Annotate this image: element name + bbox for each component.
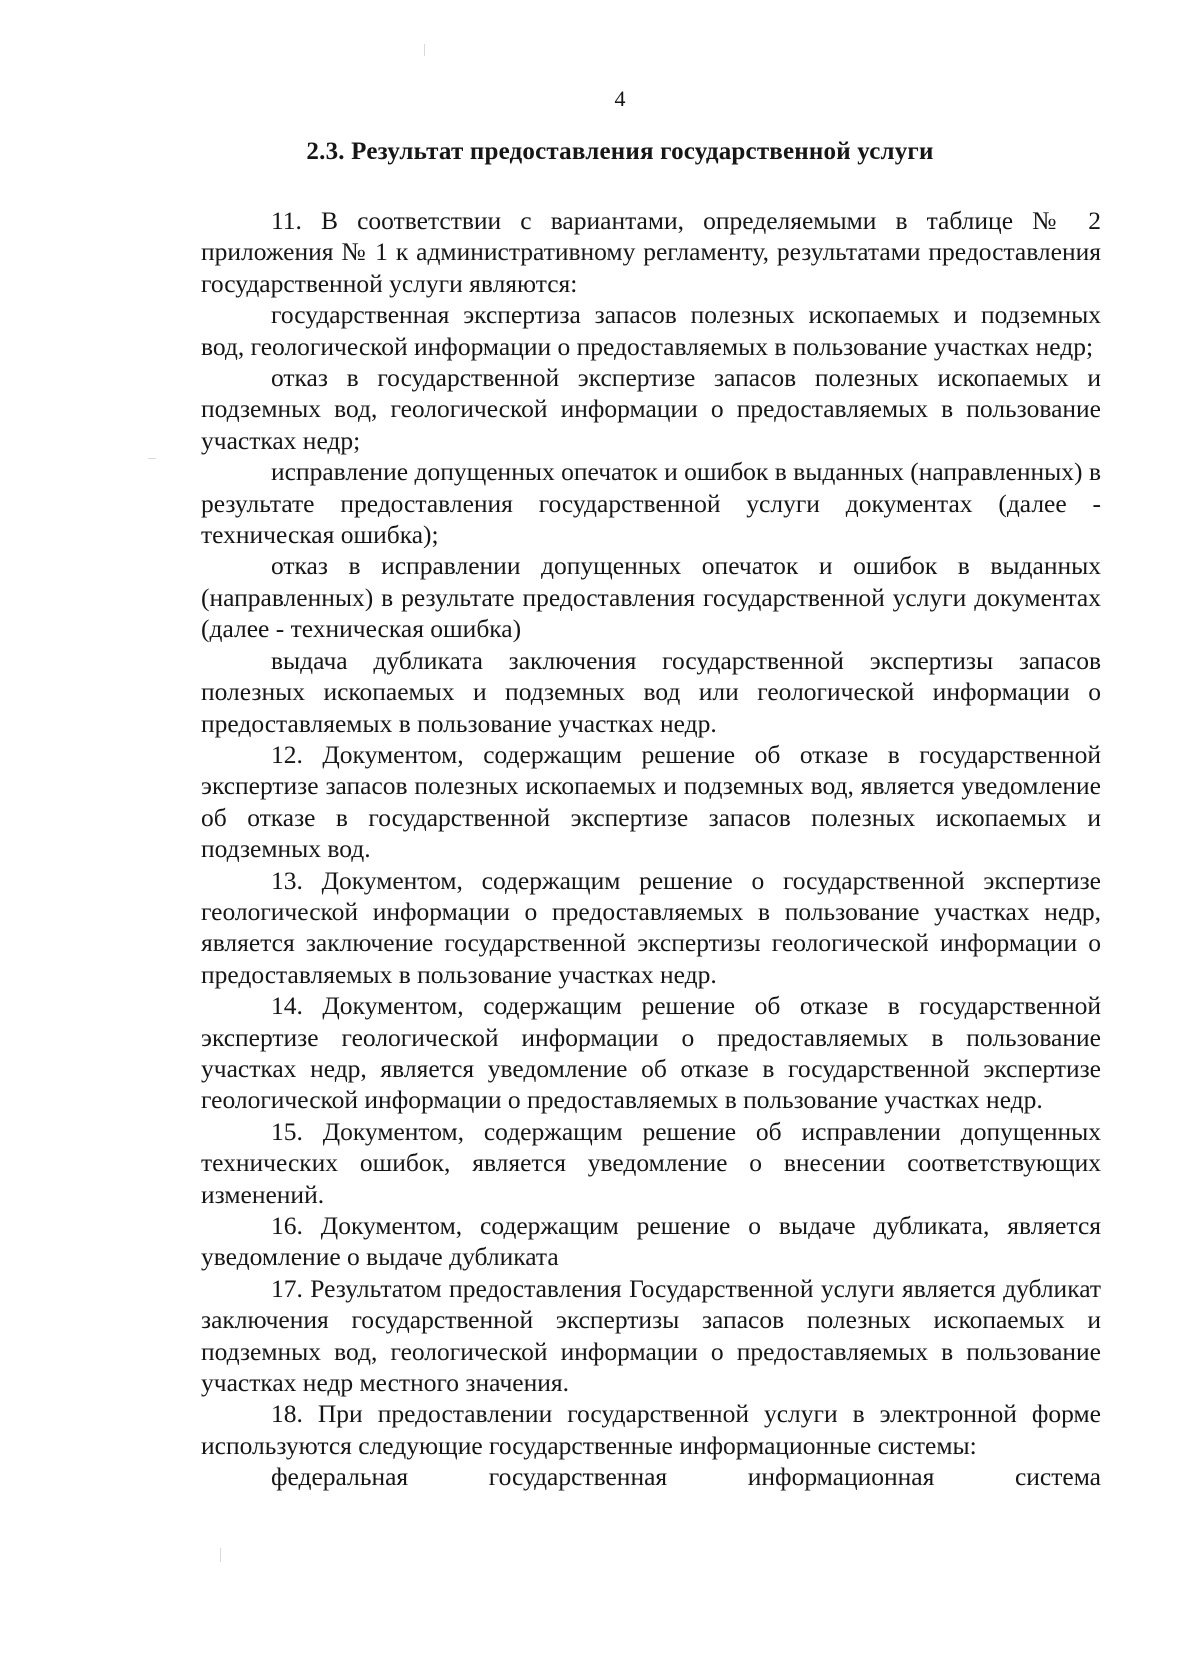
- paragraph-16: 16. Документом, содержащим решение о выдаче дубликата, является уведомление о выдаче дубликата: [201, 1211, 1101, 1272]
- paragraph-18: 18. При предоставлении государственной услуги в электронной форме используются следующие государственные информационные системы:: [201, 1399, 1101, 1460]
- list-item-expertise: государственная экспертиза запасов полезных ископаемых и подземных вод, геологической информации о предоставляемых в пользование участках недр;: [201, 300, 1101, 361]
- scan-speck: [148, 458, 156, 459]
- word: государственная: [488, 1462, 668, 1492]
- scan-speck: [424, 44, 425, 56]
- paragraph-13: 13. Документом, содержащим решение о государственной экспертизе геологической информации о предоставляемых в пользование участках недр, является заключение государственной экспертизы геологической информации о предоставляемых в пользование участках недр.: [201, 865, 1101, 989]
- list-item-duplicate: выдача дубликата заключения государственной экспертизы запасов полезных ископаемых и подземных вод или геологической информации о предоставляемых в пользование участках недр.: [201, 645, 1101, 738]
- list-item-correction-refusal: отказ в исправлении допущенных опечаток и ошибок в выданных (направленных) в результате предоставления государственной услуги документах (далее - техническая ошибка): [201, 551, 1101, 644]
- paragraph-14: 14. Документом, содержащим решение об отказе в государственной экспертизе геологической информации о предоставляемых в пользование участках недр, является уведомление об отказе в государственной экспертизе геологической информации о предоставляемых в пользование участках недр.: [201, 991, 1101, 1115]
- word: федеральная: [271, 1462, 409, 1492]
- document-body: [201, 205, 1101, 1493]
- paragraph-17: 17. Результатом предоставления Государственной услуги является дубликат заключения государственной экспертизы запасов полезных ископаемых и подземных вод, геологической информации о предоставляемых в пользование участках недр местного значения.: [201, 1273, 1101, 1398]
- word: информационная: [747, 1462, 935, 1492]
- page-number: 4: [614, 86, 626, 111]
- paragraph-12: 12. Документом, содержащим решение об отказе в государственной экспертизе запасов полезных ископаемых и подземных вод, является уведомление об отказе в государственной экспертизе запасов полезных ископаемых и подземных вод.: [201, 739, 1101, 864]
- word: система: [1014, 1462, 1101, 1492]
- list-item-expertise-refusal: отказ в государственной экспертизе запасов полезных ископаемых и подземных вод, геологической информации о предоставляемых в пользование участках недр;: [201, 363, 1101, 455]
- paragraph-continuation: [201, 1461, 1101, 1492]
- section-title: 2.3. Результат предоставления государственной услуги: [306, 138, 934, 165]
- scan-speck: [220, 1548, 221, 1562]
- paragraph-15: 15. Документом, содержащим решение об исправлении допущенных технических ошибок, является уведомление о внесении соответствующих изменений.: [201, 1116, 1101, 1209]
- list-item-error-correction: исправление допущенных опечаток и ошибок в выданных (направленных) в результате предоставления государственной услуги документах (далее - техническая ошибка);: [201, 457, 1101, 550]
- paragraph-11: 11. В соответствии с вариантами, определяемыми в таблице № 2 приложения № 1 к административному регламенту, результатами предоставления государственной услуги являются:: [201, 206, 1101, 298]
